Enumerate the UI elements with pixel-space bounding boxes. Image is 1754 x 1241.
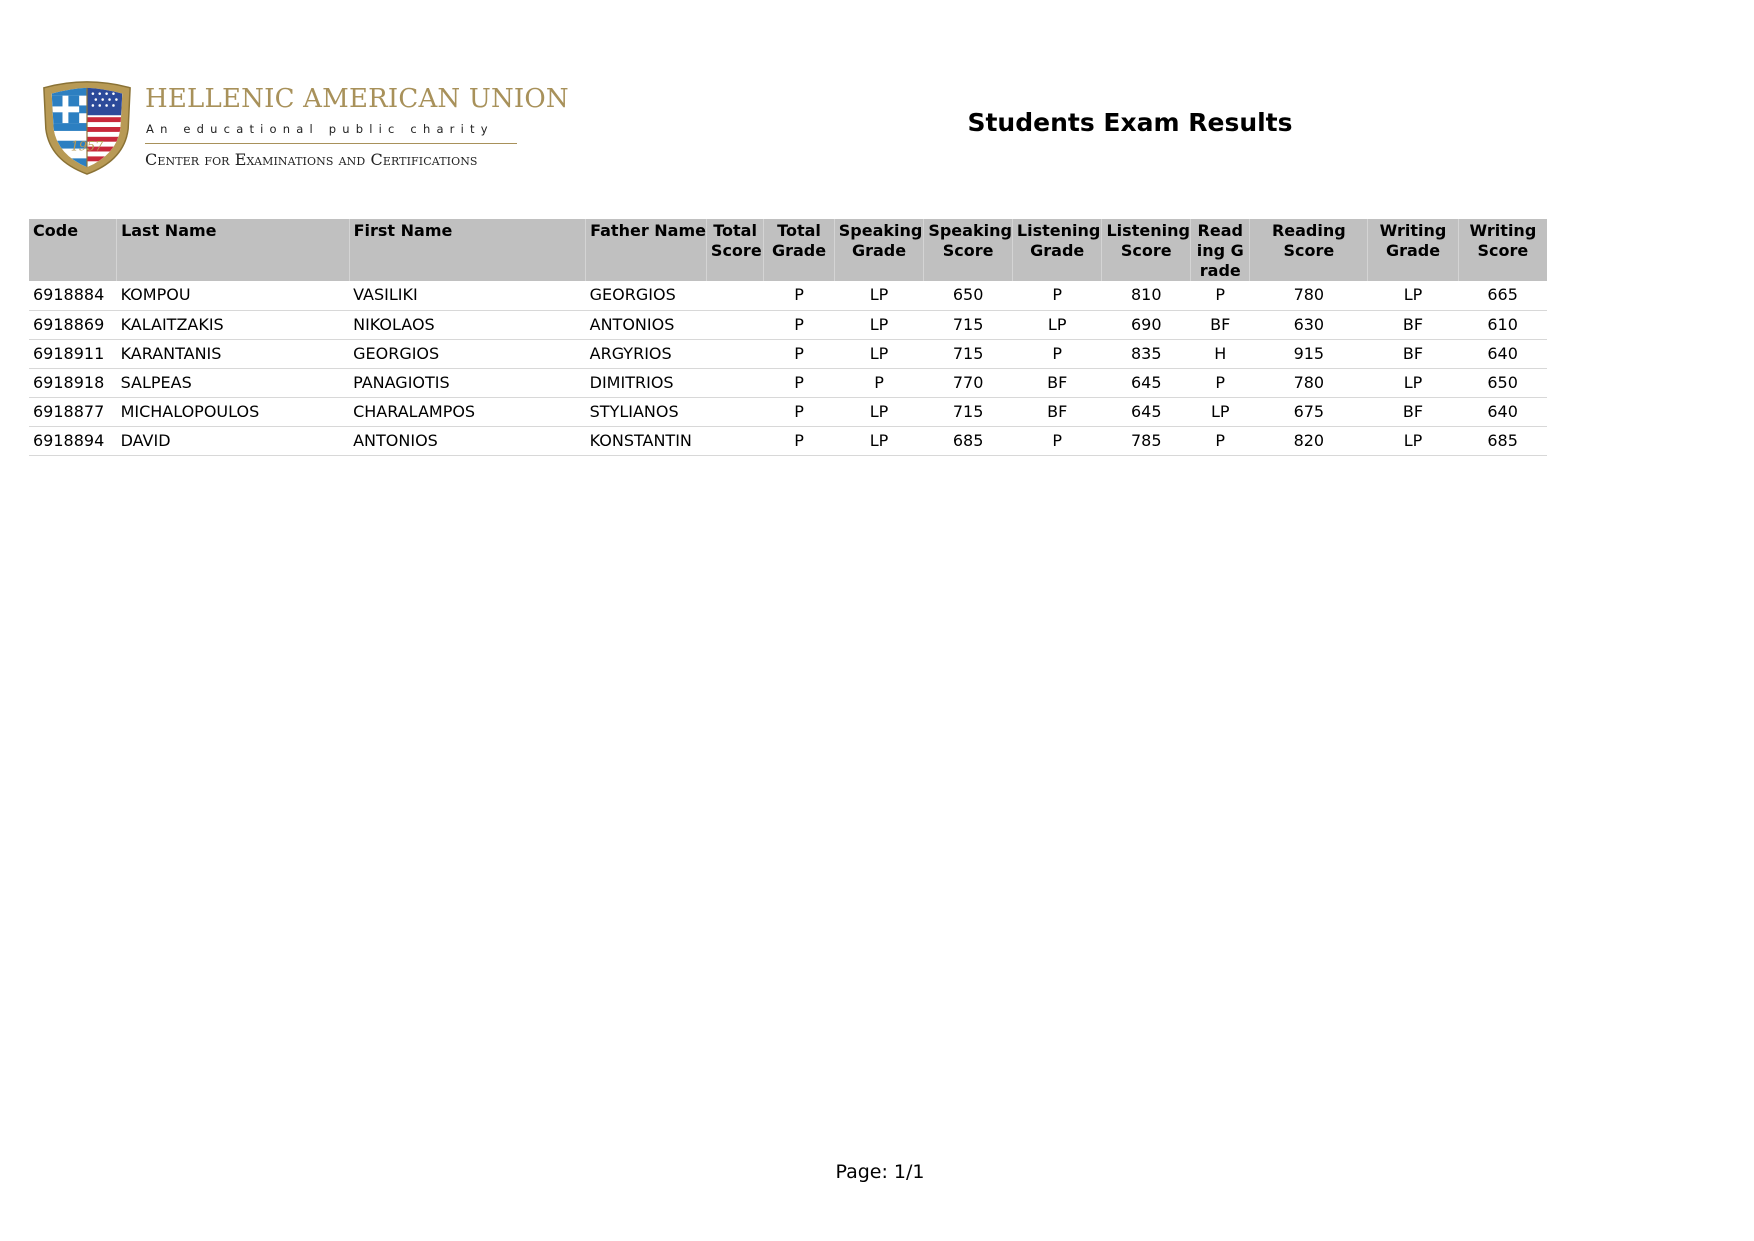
cell-listening-grade: BF — [1012, 368, 1102, 397]
cell-reading-score: 780 — [1250, 368, 1368, 397]
shield-emblem-icon — [38, 78, 136, 176]
table-row — [29, 339, 1547, 368]
cell-reading-grade: BF — [1191, 310, 1250, 339]
col-header-listening-grade: Listening Grade — [1012, 219, 1102, 281]
table-row — [29, 426, 1547, 455]
cell-listening-grade: BF — [1012, 397, 1102, 426]
cell-speaking-score: 685 — [924, 426, 1013, 455]
col-header-total-score: Total Score — [706, 219, 763, 281]
cell-reading-score: 820 — [1250, 426, 1368, 455]
cell-father-name: STYLIANOS — [586, 397, 707, 426]
cell-speaking-score: 715 — [924, 339, 1013, 368]
cell-total-grade: P — [764, 397, 834, 426]
cell-listening-score: 810 — [1102, 281, 1191, 310]
cell-last-name: KARANTANIS — [117, 339, 350, 368]
cell-last-name: MICHALOPOULOS — [117, 397, 350, 426]
cell-writing-grade: BF — [1368, 397, 1459, 426]
cell-reading-score: 630 — [1250, 310, 1368, 339]
col-header-father-name: Father Name — [586, 219, 707, 281]
cell-total-score — [706, 368, 763, 397]
cell-speaking-score: 650 — [924, 281, 1013, 310]
cell-reading-grade: P — [1191, 281, 1250, 310]
cell-writing-score: 650 — [1458, 368, 1547, 397]
cell-first-name: VASILIKI — [349, 281, 586, 310]
cell-total-score — [706, 339, 763, 368]
cell-total-grade: P — [764, 339, 834, 368]
cell-total-grade: P — [764, 368, 834, 397]
cell-code: 6918877 — [29, 397, 117, 426]
cell-listening-score: 785 — [1102, 426, 1191, 455]
cell-writing-score: 640 — [1458, 397, 1547, 426]
table-row — [29, 397, 1547, 426]
col-header-total-grade: Total Grade — [764, 219, 834, 281]
cell-writing-grade: LP — [1368, 426, 1459, 455]
cell-last-name: KALAITZAKIS — [117, 310, 350, 339]
table-header-row — [29, 219, 1547, 281]
cell-total-score — [706, 397, 763, 426]
col-header-last-name: Last Name — [117, 219, 350, 281]
cell-speaking-grade: LP — [834, 310, 924, 339]
cell-code: 6918911 — [29, 339, 117, 368]
col-header-reading-score: Reading Score — [1250, 219, 1368, 281]
cell-writing-score: 610 — [1458, 310, 1547, 339]
col-header-writing-grade: Writing Grade — [1368, 219, 1459, 281]
col-header-reading-grade: Reading Grade — [1191, 219, 1250, 281]
cell-listening-grade: P — [1012, 426, 1102, 455]
col-header-speaking-grade: Speaking Grade — [834, 219, 924, 281]
cell-speaking-score: 715 — [924, 310, 1013, 339]
cell-total-score — [706, 281, 763, 310]
cell-reading-grade: H — [1191, 339, 1250, 368]
svg-text:1957: 1957 — [70, 139, 104, 155]
cell-first-name: PANAGIOTIS — [349, 368, 586, 397]
col-header-code: Code — [29, 219, 117, 281]
cell-speaking-grade: LP — [834, 397, 924, 426]
cell-listening-grade: LP — [1012, 310, 1102, 339]
cell-father-name: KONSTANTIN — [586, 426, 707, 455]
cell-writing-score: 665 — [1458, 281, 1547, 310]
cell-speaking-score: 715 — [924, 397, 1013, 426]
cell-reading-grade: LP — [1191, 397, 1250, 426]
cell-writing-grade: LP — [1368, 281, 1459, 310]
cell-reading-score: 915 — [1250, 339, 1368, 368]
cell-last-name: SALPEAS — [117, 368, 350, 397]
cell-code: 6918918 — [29, 368, 117, 397]
table-row — [29, 281, 1547, 310]
cell-speaking-grade: P — [834, 368, 924, 397]
cell-writing-grade: BF — [1368, 310, 1459, 339]
cell-father-name: ANTONIOS — [586, 310, 707, 339]
page-number: Page: 1/1 — [835, 1161, 925, 1183]
cell-first-name: CHARALAMPOS — [349, 397, 586, 426]
cell-listening-score: 690 — [1102, 310, 1191, 339]
table-row — [29, 310, 1547, 339]
table-row — [29, 368, 1547, 397]
center-name: Center for Examinations and Certifications — [145, 150, 478, 169]
col-header-first-name: First Name — [349, 219, 586, 281]
cell-total-grade: P — [764, 281, 834, 310]
cell-listening-score: 645 — [1102, 368, 1191, 397]
col-header-speaking-score: Speaking Score — [924, 219, 1013, 281]
cell-father-name: DIMITRIOS — [586, 368, 707, 397]
results-table — [29, 219, 1547, 456]
cell-reading-score: 780 — [1250, 281, 1368, 310]
cell-code: 6918869 — [29, 310, 117, 339]
cell-writing-score: 685 — [1458, 426, 1547, 455]
cell-writing-grade: LP — [1368, 368, 1459, 397]
cell-father-name: GEORGIOS — [586, 281, 707, 310]
cell-last-name: KOMPOU — [117, 281, 350, 310]
cell-total-grade: P — [764, 310, 834, 339]
cell-first-name: GEORGIOS — [349, 339, 586, 368]
col-header-writing-score: Writing Score — [1458, 219, 1547, 281]
org-name: HELLENIC AMERICAN UNION — [145, 84, 569, 114]
cell-total-score — [706, 310, 763, 339]
cell-speaking-grade: LP — [834, 281, 924, 310]
cell-writing-grade: BF — [1368, 339, 1459, 368]
cell-reading-score: 675 — [1250, 397, 1368, 426]
cell-reading-grade: P — [1191, 368, 1250, 397]
cell-last-name: DAVID — [117, 426, 350, 455]
cell-first-name: NIKOLAOS — [349, 310, 586, 339]
cell-father-name: ARGYRIOS — [586, 339, 707, 368]
hau-logo — [38, 76, 569, 176]
col-header-listening-score: Listening Score — [1102, 219, 1191, 281]
cell-speaking-grade: LP — [834, 339, 924, 368]
cell-first-name: ANTONIOS — [349, 426, 586, 455]
cell-reading-grade: P — [1191, 426, 1250, 455]
cell-writing-score: 640 — [1458, 339, 1547, 368]
cell-speaking-score: 770 — [924, 368, 1013, 397]
cell-total-score — [706, 426, 763, 455]
org-tagline: An educational public charity — [146, 122, 494, 136]
cell-total-grade: P — [764, 426, 834, 455]
cell-speaking-grade: LP — [834, 426, 924, 455]
cell-listening-grade: P — [1012, 281, 1102, 310]
cell-listening-grade: P — [1012, 339, 1102, 368]
cell-listening-score: 835 — [1102, 339, 1191, 368]
cell-code: 6918884 — [29, 281, 117, 310]
cell-code: 6918894 — [29, 426, 117, 455]
logo-divider — [145, 143, 517, 144]
page-title: Students Exam Results — [967, 108, 1293, 137]
cell-listening-score: 645 — [1102, 397, 1191, 426]
